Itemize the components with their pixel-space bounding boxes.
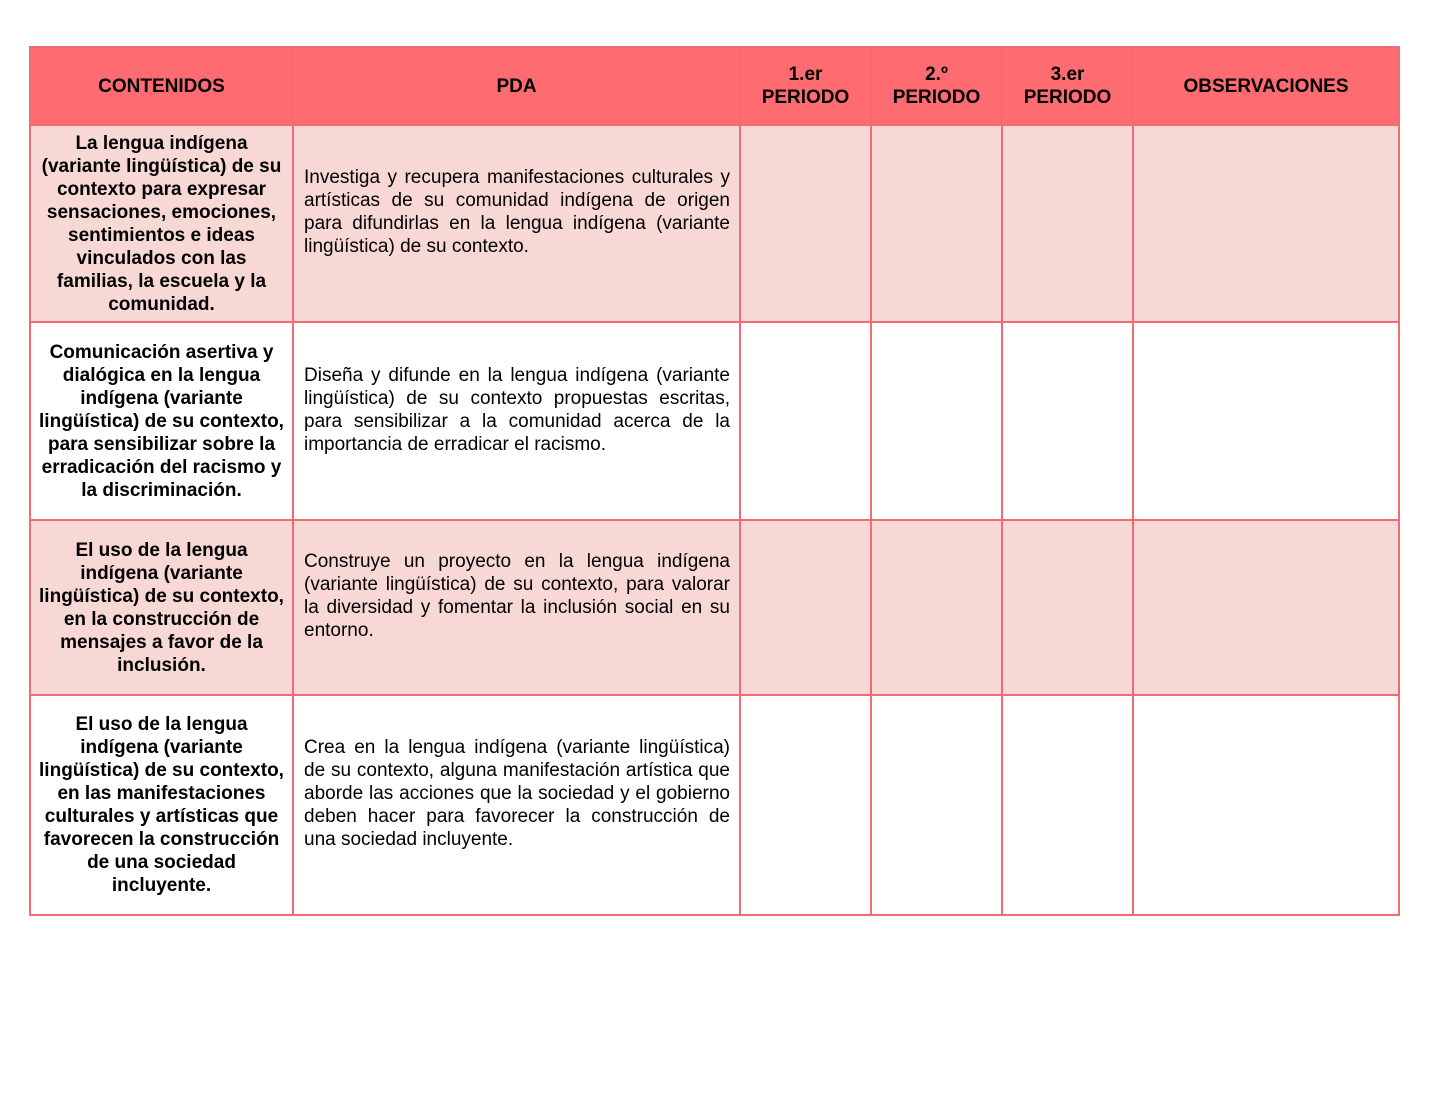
period-3-cell: [1002, 520, 1133, 695]
contenido-cell: El uso de la lengua indígena (variante lingüística) de su contexto, en las manifestaciones culturales y artísticas que favorecen la construcción de una sociedad incluyente.: [30, 695, 293, 915]
header-pda: PDA: [293, 47, 740, 125]
pda-cell: [293, 125, 740, 322]
observaciones-cell: [1133, 520, 1399, 695]
contenido-cell: Comunicación asertiva y dialógica en la lengua indígena (variante lingüística) de su contexto, para sensibilizar sobre la erradicación del racismo y la discriminación.: [30, 322, 293, 520]
header-period-3: [1002, 47, 1133, 125]
pda-text: Investiga y recupera manifestaciones culturales y artísticas de su comunidad indígena de origen para difundirlas en la lengua indígena (variante lingüística) de su contexto.: [304, 167, 730, 257]
header-period-1: [740, 47, 871, 125]
period-3-cell: [1002, 322, 1133, 520]
header-period-2-ordinal: 2.º: [925, 64, 948, 85]
table-row: [30, 695, 1399, 915]
table-header-row: [30, 47, 1399, 125]
header-period-1-word: PERIODO: [761, 87, 850, 108]
header-contenidos: CONTENIDOS: [30, 47, 293, 125]
period-3-cell: [1002, 695, 1133, 915]
header-period-1-ordinal: 1.er: [788, 64, 823, 85]
period-1-cell: [740, 520, 871, 695]
pda-cell: [293, 322, 740, 520]
period-2-cell: [871, 520, 1002, 695]
table-row: [30, 322, 1399, 520]
pda-text: Construye un proyecto en la lengua indígena (variante lingüística) de su contexto, para valorar la diversidad y fomentar la inclusión social en su entorno.: [304, 551, 730, 641]
contenido-cell: El uso de la lengua indígena (variante lingüística) de su contexto, en la construcción de mensajes a favor de la inclusión.: [30, 520, 293, 695]
header-period-3-word: PERIODO: [1023, 87, 1112, 108]
header-period-2-word: PERIODO: [892, 87, 981, 108]
pda-text: Crea en la lengua indígena (variante lingüística) de su contexto, alguna manifestación artística que aborde las acciones que la sociedad y el gobierno deben hacer para favorecer la construcción de una sociedad incluyente.: [304, 737, 730, 850]
header-period-2: [871, 47, 1002, 125]
observaciones-cell: [1133, 125, 1399, 322]
contents-table: [29, 46, 1400, 916]
pda-cell: [293, 520, 740, 695]
observaciones-cell: [1133, 322, 1399, 520]
period-2-cell: [871, 322, 1002, 520]
observaciones-cell: [1133, 695, 1399, 915]
pda-text: Diseña y difunde en la lengua indígena (variante lingüística) de su contexto propuestas escritas, para sensibilizar a la comunidad acerca de la importancia de erradicar el racismo.: [304, 364, 730, 455]
period-2-cell: [871, 125, 1002, 322]
period-2-cell: [871, 695, 1002, 915]
pda-cell: [293, 695, 740, 915]
evaluation-sheet: [29, 46, 1398, 916]
table-row: [30, 125, 1399, 322]
header-observaciones: OBSERVACIONES: [1133, 47, 1399, 125]
period-1-cell: [740, 322, 871, 520]
period-1-cell: [740, 125, 871, 322]
table-row: [30, 520, 1399, 695]
header-period-3-ordinal: 3.er: [1050, 64, 1085, 85]
period-3-cell: [1002, 125, 1133, 322]
period-1-cell: [740, 695, 871, 915]
contenido-cell: La lengua indígena (variante lingüística) de su contexto para expresar sensaciones, emociones, sentimientos e ideas vinculados con las familias, la escuela y la comunidad.: [30, 125, 293, 322]
